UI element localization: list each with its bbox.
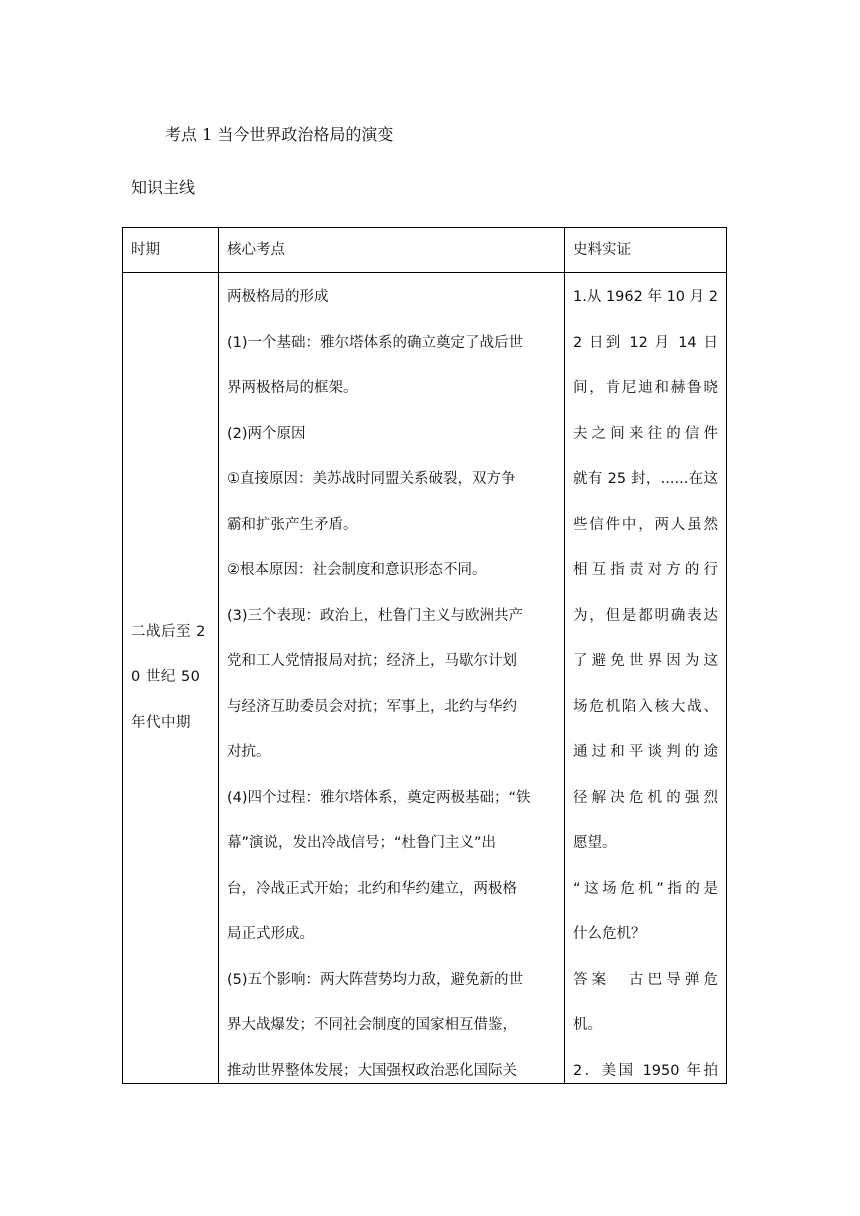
evidence-line: 间，肯尼迪和赫鲁晓 [573, 380, 718, 396]
period-line: 年代中期 [131, 714, 191, 731]
header-core-points: 核心考点 [219, 228, 565, 273]
table-header-row [123, 228, 727, 273]
evidence-line: 为，但是都明确表达 [573, 607, 718, 624]
core-line: 霸和扩张产生矛盾。 [227, 516, 358, 533]
period-line: 0 世纪 50 [131, 669, 201, 686]
evidence-line: “这场危机”指的是 [573, 880, 718, 897]
core-line: (1)一个基础：雅尔塔体系的确立奠定了战后世 [227, 334, 524, 351]
evidence-line: 1.从 1962 年 10 月 2 [573, 289, 718, 305]
core-line: 与经济互助委员会对抗；军事上，北约与华约 [227, 698, 517, 715]
header-period: 时期 [123, 228, 219, 273]
evidence-line: 2 日到 12 月 14 日 [573, 334, 718, 351]
evidence-line: 相互指责对方的行 [573, 562, 718, 578]
core-line: (4)四个过程：雅尔塔体系，奠定两极基础；“铁 [227, 789, 531, 806]
evidence-cell [565, 273, 727, 1084]
section-heading: 考点 1 当今世界政治格局的演变 [165, 125, 394, 144]
core-line: 界两极格局的框架。 [227, 380, 358, 396]
core-line: 推动世界整体发展；大国强权政治恶化国际关 [227, 1062, 517, 1079]
evidence-line: 径解决危机的强烈 [573, 789, 718, 806]
evidence-line: 通过和平谈判的途 [573, 744, 718, 760]
core-line: 党和工人党情报局对抗；经济上，马歇尔计划 [227, 653, 517, 669]
table-row [123, 273, 727, 1084]
evidence-line: 答案 古巴导弹危 [573, 971, 718, 988]
evidence-line: 2．美国 1950 年拍 [573, 1062, 718, 1079]
evidence-line: 夫之间来往的信件 [573, 425, 718, 442]
core-line: (2)两个原因 [227, 425, 306, 442]
core-line: (5)五个影响：两大阵营势均力敌，避免新的世 [227, 971, 524, 988]
header-evidence: 史料实证 [565, 228, 727, 273]
section-subheading: 知识主线 [131, 178, 196, 197]
evidence-line: 场危机陷入核大战、 [573, 698, 718, 715]
core-line: 对抗。 [227, 744, 271, 760]
core-line: 两极格局的形成 [227, 289, 329, 305]
evidence-line: 什么危机？ [573, 926, 646, 942]
evidence-line: 了避免世界因为这 [573, 653, 718, 669]
period-cell [123, 273, 219, 1084]
core-line: 台，冷战正式开始；北约和华约建立，两极格 [227, 880, 517, 897]
evidence-line: 愿望。 [573, 835, 617, 851]
evidence-line: 些信件中，两人虽然 [573, 516, 718, 533]
evidence-line: 机。 [573, 1017, 602, 1033]
knowledge-table [122, 227, 727, 1084]
core-line: (3)三个表现：政治上，杜鲁门主义与欧洲共产 [227, 607, 524, 624]
core-line: 界大战爆发；不同社会制度的国家相互借鉴， [227, 1017, 517, 1033]
core-line: 局正式形成。 [227, 926, 314, 942]
evidence-line: 就有 25 封，......在这 [573, 471, 718, 487]
core-line: ②根本原因：社会制度和意识形态不同。 [227, 562, 487, 578]
core-line: ①直接原因：美苏战时同盟关系破裂，双方争 [227, 471, 516, 487]
core-points-cell [219, 273, 565, 1084]
core-line: 幕”演说，发出冷战信号；“杜鲁门主义”出 [227, 835, 497, 851]
period-line: 二战后至 2 [131, 623, 206, 640]
